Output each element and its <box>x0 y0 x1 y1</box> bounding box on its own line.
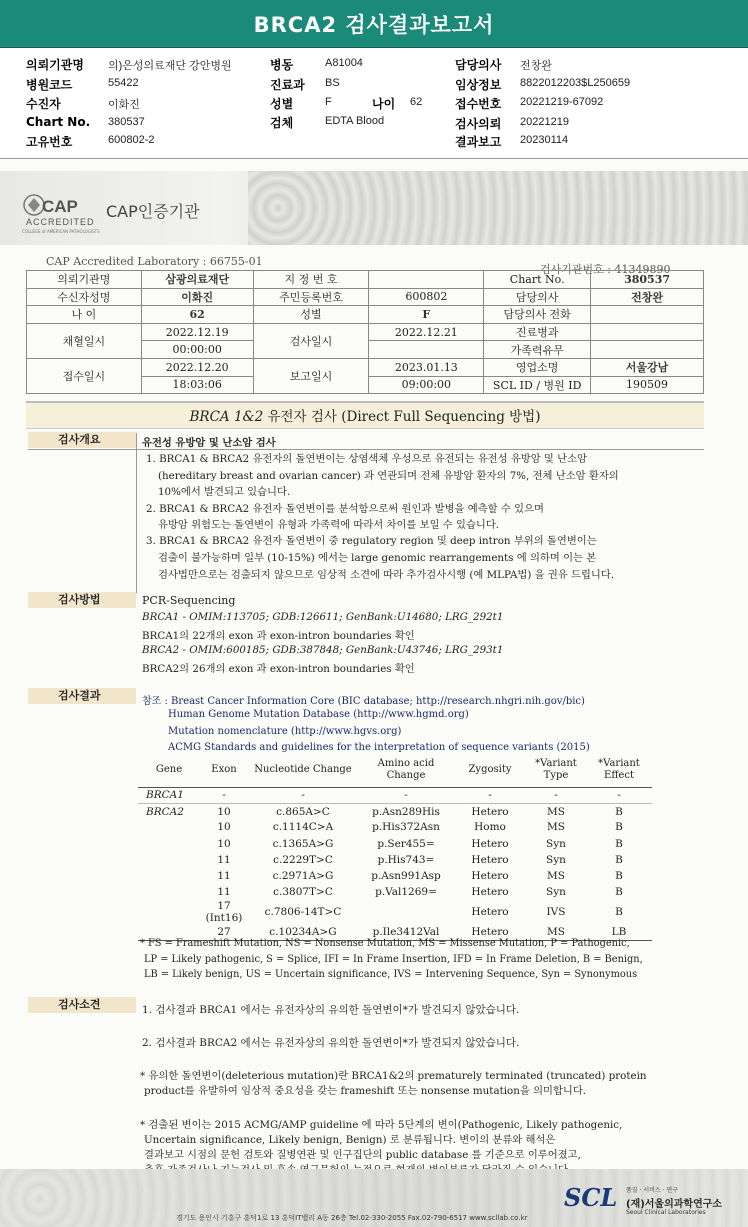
banner-pattern <box>248 171 748 245</box>
table-cell: Homo <box>474 821 506 834</box>
cell-value: 2022.12.21 <box>369 323 484 341</box>
table-cell: B <box>615 886 623 899</box>
table-cell: p.His743= <box>377 853 435 866</box>
header-value: 20230114 <box>520 134 569 146</box>
overview-line: 10%에서 발견되고 있습니다. <box>158 486 291 498</box>
overview-line: 2. BRCA1 & BRCA2 유전자 돌연변이를 분석함으로써 원인과 발병을 예측할 수 있으며 <box>146 503 544 515</box>
cell-label: 나 이 <box>27 306 142 324</box>
cell-value <box>591 323 704 341</box>
header-label: 검사의뢰 <box>455 117 502 131</box>
method-title-text: 유전자 검사 (Direct Full Sequencing 방법) <box>263 409 541 425</box>
reference-line: 참조 : Breast Cancer Information Core (BIC database; http://research.nhgri.nih.gov/bic) <box>142 696 585 707</box>
header-value: 이화진 <box>108 99 140 111</box>
table-cell: p.Val1269= <box>375 886 437 899</box>
cell-value: 이화진 <box>141 288 253 306</box>
finding-line: * 유의한 돌연변이(deleterious mutation)란 BRCA1&2의 prematurely terminated (truncated) protein <box>140 1070 647 1082</box>
table-cell: 11 <box>217 853 231 866</box>
overview-line: 3. BRCA1 & BRCA2 유전자 돌연변이 중 regulatory region 및 deep intron 부위의 돌연변이는 <box>146 535 597 547</box>
footer-address: 경기도 용인시 기흥구 흥덕1로 13 흥덕IT밸리 A동 26층 Tel.02-330-2055 Fax.02-790-6517 www.scllab.co.kr <box>176 1214 528 1222</box>
cell-label: 보고일시 <box>253 358 369 393</box>
table-cell: c.2971A>G <box>272 870 334 883</box>
header-label: 임상정보 <box>455 78 502 92</box>
header-value: 380537 <box>108 116 145 128</box>
method-line: PCR-Sequencing <box>142 594 236 607</box>
cell-value: 600802 <box>369 288 484 306</box>
header-label: 의뢰기관명 <box>26 58 84 72</box>
table-cell <box>138 819 200 835</box>
table-row <box>138 819 652 835</box>
table-cell: Hetero <box>471 870 509 883</box>
finding-line: Uncertain significance, Likely benign, Benign) 로 분류됩니다. 변이의 분류와 해석은 <box>144 1134 556 1146</box>
header-label: 수진자 <box>26 97 61 111</box>
header-value: 의)은성의료재단 강안병원 <box>108 60 232 72</box>
table-cell: - <box>526 787 586 803</box>
overview-line: 검출이 불가능하며 일부 (10-15%) 에서는 large genomic rearrangements 에 의하며 이는 본 <box>158 552 597 564</box>
table-cell: c.7806-14T>C <box>264 906 342 919</box>
table-row <box>138 884 652 900</box>
method-title-genes: BRCA 1&2 <box>189 409 264 425</box>
abbrev-note: LP = Likely pathogenic, S = Splice, IFI = In Frame Insertion, IFD = In Frame Deletion, B = Benign, <box>144 954 643 965</box>
header-label: 진료과 <box>270 78 305 92</box>
table-cell: Hetero <box>471 805 509 818</box>
cell-label: 담당의사 <box>484 288 591 306</box>
table-cell: - <box>358 787 454 803</box>
cell-label: 수신자성명 <box>27 288 142 306</box>
method-line: BRCA2의 26개의 exon 과 exon-intron boundaries 확인 <box>142 663 415 675</box>
column-header: Gene <box>138 753 200 787</box>
table-cell: 10 <box>217 805 231 818</box>
table-cell: Hetero <box>471 837 509 850</box>
table-row <box>27 271 704 289</box>
table-cell <box>138 868 200 884</box>
cap-banner <box>0 171 748 245</box>
table-cell: 17 (Int16) <box>205 900 243 925</box>
table-cell: BRCA2 <box>146 805 184 818</box>
table-row <box>138 900 652 924</box>
cell-label: 영업소명 <box>484 358 591 376</box>
cell-value: 380537 <box>591 271 704 289</box>
cell-label: 성별 <box>253 306 369 324</box>
table-cell: B <box>615 906 623 919</box>
table-cell: c.3807T>C <box>273 886 333 899</box>
header-label: Chart No. <box>26 115 91 129</box>
specimen-info-table <box>26 270 704 394</box>
table-cell: - <box>248 787 358 803</box>
finding-line: 1. 검사결과 BRCA1 에서는 유전자상의 유의한 돌연변이*가 발견되지 않았습니다. <box>142 1004 520 1016</box>
table-cell <box>138 836 200 852</box>
table-row <box>27 288 704 306</box>
cell-value <box>591 341 704 359</box>
column-header: Nucleotide Change <box>248 753 358 787</box>
method-line: BRCA2 - OMIM:600185; GDB:387848; GenBank:U43746; LRG_293t1 <box>142 644 504 656</box>
overview-heading: 유전성 유방암 및 난소암 검사 <box>142 437 276 449</box>
table-cell: c.1365A>G <box>272 837 334 850</box>
table-cell: p.Ser455= <box>377 837 435 850</box>
cap-mark: CAP <box>42 197 78 216</box>
table-cell: 10 <box>217 821 231 834</box>
cell-label: 담당의사 전화 <box>484 306 591 324</box>
cap-college: COLLEGE of AMERICAN PATHOLOGISTS <box>22 229 100 234</box>
cell-label: 의뢰기관명 <box>27 271 142 289</box>
table-cell <box>138 884 200 900</box>
header-label: 접수번호 <box>455 97 502 111</box>
cell-value: 2022.12.19 <box>141 323 253 341</box>
finding-line: 2. 검사결과 BRCA2 에서는 유전자상의 유의한 돌연변이*가 발견되지 않았습니다. <box>142 1037 520 1049</box>
table-cell: MS <box>547 821 565 834</box>
table-cell: 11 <box>217 886 231 899</box>
table-cell: MS <box>547 870 565 883</box>
header-value: 전창완 <box>520 60 552 72</box>
scl-name: (재)서울의과학연구소 <box>626 1199 723 1210</box>
table-cell: MS <box>547 805 565 818</box>
table-cell <box>358 900 454 924</box>
cell-value: 삼광의료재단 <box>141 271 253 289</box>
column-header: Exon <box>200 753 248 787</box>
method-title <box>26 401 704 429</box>
table-cell: 10 <box>217 837 231 850</box>
table-row <box>27 358 704 376</box>
header-value: 55422 <box>108 77 139 89</box>
header-value: 20221219 <box>520 116 569 128</box>
overview-line: 검사법만으로는 검출되지 않으므로 임상적 소견에 따라 추가검사시행 (예 MLPA법) 을 권유 드립니다. <box>158 569 615 581</box>
cell-value <box>369 341 484 359</box>
cell-value <box>369 271 484 289</box>
table-cell: Syn <box>546 853 566 866</box>
table-cell: c.865A>C <box>276 805 330 818</box>
table-cell: B <box>615 870 623 883</box>
header-value: 62 <box>410 96 423 108</box>
header-value: F <box>325 96 332 108</box>
table-cell: - <box>586 787 652 803</box>
variant-table <box>138 753 652 941</box>
cell-value: 서울강남 <box>591 358 704 376</box>
table-row <box>138 803 652 819</box>
method-line: BRCA1의 22개의 exon 과 exon-intron boundaries 확인 <box>142 630 415 642</box>
reference-line: Human Genome Mutation Database (http://www.hgmd.org) <box>168 709 469 720</box>
cell-label: SCL ID / 병원 ID <box>484 376 591 394</box>
table-cell <box>138 900 200 924</box>
cell-label: 지 정 번 호 <box>253 271 369 289</box>
table-cell: c.1114C>A <box>272 821 334 834</box>
report-title: BRCA2 검사결과보고서 <box>0 0 748 48</box>
table-cell: BRCA1 <box>138 787 200 803</box>
table-cell: p.Asn289His <box>372 805 440 818</box>
cell-label: 진료병과 <box>484 323 591 341</box>
table-cell: IVS <box>546 906 566 919</box>
table-cell: B <box>615 837 623 850</box>
section-label-result: 검사결과 <box>28 688 136 704</box>
table-cell: Hetero <box>471 886 509 899</box>
scl-logo: SCL <box>564 1183 618 1212</box>
reference-line: Mutation nomenclature (http://www.hgvs.org) <box>168 726 402 737</box>
abbrev-note: LB = Likely benign, US = Uncertain significance, IVS = Intervening Sequence, Syn = Synonymous <box>144 969 638 980</box>
header-value: 8822012203$L250659 <box>520 77 631 89</box>
table-cell <box>138 852 200 868</box>
table-cell: - <box>200 787 248 803</box>
cell-label: Chart No. <box>484 271 591 289</box>
institution-number: 검사기관번호 : 41349890 <box>540 263 671 276</box>
table-cell: - <box>454 787 526 803</box>
cell-value <box>591 306 704 324</box>
table-cell: B <box>615 805 623 818</box>
table-row <box>138 852 652 868</box>
table-row <box>27 323 704 341</box>
cell-value: 2023.01.13 <box>369 358 484 376</box>
table-row <box>138 868 652 884</box>
header-label: 병동 <box>270 58 294 72</box>
overview-line: 유방암 위험도는 돌연변이 유형과 가족력에 따라서 차이를 보일 수 있습니다. <box>158 519 500 531</box>
header-label: 검체 <box>270 116 294 130</box>
finding-line: * 검출된 변이는 2015 ACMG/AMP guideline 에 따라 5단계의 변이(Pathogenic, Likely pathogenic, <box>140 1119 623 1131</box>
abbrev-note: * FS = Frameshift Mutation, NS = Nonsense Mutation, MS = Missense Mutation, P = Pathogenic, <box>140 938 630 949</box>
table-row <box>27 306 704 324</box>
section-divider <box>136 433 137 593</box>
cell-value: 190509 <box>591 376 704 394</box>
cap-logo <box>22 189 102 233</box>
scl-tagline: 품질 · 서비스 · 연구 <box>626 1187 679 1194</box>
header-label: 결과보고 <box>455 135 502 149</box>
column-header: Zygosity <box>454 753 526 787</box>
table-row <box>138 836 652 852</box>
table-cell: Syn <box>546 886 566 899</box>
cell-label: 검사일시 <box>253 323 369 358</box>
table-cell: MS <box>526 924 586 940</box>
cell-value: 2022.12.20 <box>141 358 253 376</box>
table-cell: Syn <box>546 837 566 850</box>
cap-lab-number: CAP Accredited Laboratory : 66755-01 <box>46 255 263 268</box>
finding-line: 결과보고 시점의 문헌 검토와 질병연관 및 인구집단의 public database 를 기준으로 이루어졌고, <box>144 1149 581 1161</box>
column-header: Amino acid Change <box>358 753 454 787</box>
cell-value: F <box>369 306 484 324</box>
table-cell: B <box>615 821 623 834</box>
cell-value: 18:03:06 <box>141 376 253 394</box>
cell-value: 62 <box>141 306 253 324</box>
reference-line: ACMG Standards and guidelines for the interpretation of sequence variants (2015) <box>168 742 590 753</box>
header-label: 성별 <box>270 97 294 111</box>
cap-title: CAP인증기관 <box>106 202 200 221</box>
header-value: EDTA Blood <box>325 115 385 127</box>
table-cell: LB <box>586 924 652 940</box>
overview-line: (hereditary breast and ovarian cancer) 과 연관되며 전체 유방암 환자의 7%, 전체 난소암 환자의 <box>158 470 619 482</box>
table-cell: Hetero <box>471 853 509 866</box>
header-label: 담당의사 <box>455 58 502 72</box>
patient-header <box>0 48 748 158</box>
scanned-report <box>0 158 748 1226</box>
overview-line: 1. BRCA1 & BRCA2 유전자의 돌연변이는 상염색체 우성으로 유전되는 유전성 유방암 및 난소암 <box>146 453 587 465</box>
cell-label: 주민등록번호 <box>253 288 369 306</box>
cell-value: 09:00:00 <box>369 376 484 394</box>
table-cell: p.His372Asn <box>372 821 440 834</box>
header-value: A81004 <box>325 57 363 69</box>
table-cell: 27 <box>200 924 248 940</box>
cell-label: 가족력유무 <box>484 341 591 359</box>
table-header-row <box>138 753 652 787</box>
cell-label: 접수일시 <box>27 358 142 393</box>
table-cell: c.2229T>C <box>273 853 333 866</box>
table-cell: 11 <box>217 870 231 883</box>
column-header: *Variant Effect <box>586 753 652 787</box>
finding-line: product를 유발하여 임상적 중요성을 갖는 frameshift 또는 nonsense mutation을 의미합니다. <box>144 1085 587 1097</box>
section-label-overview: 검사개요 <box>28 432 136 448</box>
table-cell: Hetero <box>454 924 526 940</box>
variant-rows <box>138 787 652 941</box>
header-label: 고유번호 <box>26 135 73 149</box>
header-value: BS <box>325 77 340 89</box>
cell-value: 00:00:00 <box>141 341 253 359</box>
table-cell: c.10234A>G <box>248 924 358 940</box>
method-line: BRCA1 - OMIM:113705; GDB:126611; GenBank:U14680; LRG_292t1 <box>142 611 504 623</box>
footer <box>0 1169 748 1227</box>
header-value: 20221219-67092 <box>520 96 604 108</box>
scl-english-name: Seoul Clinical Laboratories <box>626 1209 706 1216</box>
column-header: *Variant Type <box>526 753 586 787</box>
table-cell: B <box>615 853 623 866</box>
cell-label: 채혈일시 <box>27 323 142 358</box>
header-label: 나이 <box>372 97 396 111</box>
table-cell: p.Asn991Asp <box>371 870 441 883</box>
header-value: 600802-2 <box>108 134 155 146</box>
cap-accredited: ACCREDITED <box>26 217 95 227</box>
cell-value: 전창완 <box>591 288 704 306</box>
header-label: 병원코드 <box>26 78 73 92</box>
table-cell: Hetero <box>471 906 509 919</box>
table-cell: p.Ile3412Val <box>358 924 454 940</box>
section-label-method: 검사방법 <box>28 592 136 608</box>
table-row <box>138 787 652 803</box>
section-label-findings: 검사소견 <box>28 997 136 1013</box>
